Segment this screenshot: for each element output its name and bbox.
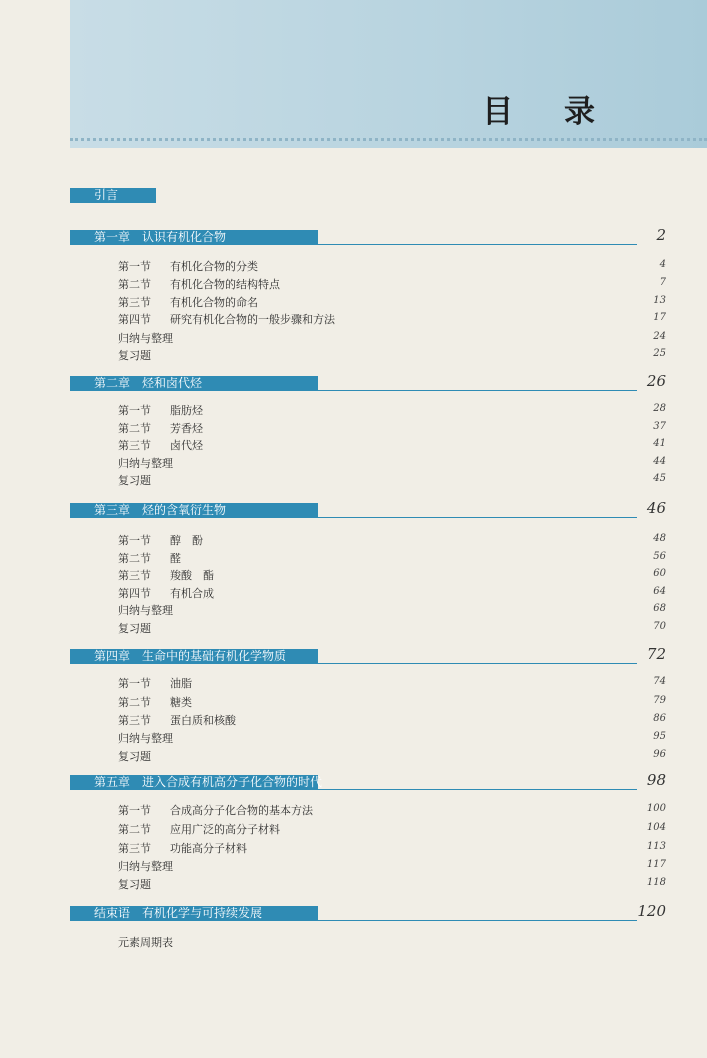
section-title: 糖类: [170, 696, 192, 709]
chapter-bar[interactable]: [70, 230, 318, 245]
toc-entry[interactable]: [118, 258, 258, 274]
toc-entry[interactable]: [118, 437, 203, 453]
chapter-page-number: 120: [637, 902, 666, 920]
toc-entry[interactable]: [118, 585, 214, 601]
chapter-bar[interactable]: [70, 503, 318, 518]
section-title: 应用广泛的高分子材料: [170, 823, 280, 836]
section-title: 油脂: [170, 677, 192, 690]
section-page-number: 44: [653, 456, 666, 467]
toc-entry[interactable]: [118, 402, 203, 418]
toc-entry[interactable]: [118, 420, 203, 436]
section-number: 第二节: [118, 552, 151, 565]
section-page-number: 100: [646, 803, 666, 814]
chapter-rule: [318, 517, 637, 518]
section-title: 复习题: [118, 878, 151, 891]
section-title: 有机化合物的命名: [170, 296, 258, 309]
chapter-label: 结束语 有机化学与可持续发展: [94, 906, 263, 920]
section-page-number: 17: [653, 312, 666, 323]
toc-entry[interactable]: [118, 694, 192, 710]
toc-entry[interactable]: [118, 712, 236, 728]
chapter-rule: [318, 390, 637, 391]
toc-entry[interactable]: [118, 876, 151, 892]
section-page-number: 104: [646, 822, 666, 833]
section-title: 有机合成: [170, 587, 214, 600]
chapter-label: 第三章 烃的含氧衍生物: [94, 503, 227, 517]
section-title: 羧酸 酯: [170, 569, 214, 582]
section-title: 卤代烃: [170, 439, 203, 452]
chapter-page-number: 2: [656, 226, 666, 244]
chapter-bar[interactable]: [70, 775, 323, 790]
intro-label: 引言: [94, 188, 119, 202]
section-page-number: 60: [653, 568, 666, 579]
section-number: 第一节: [118, 677, 151, 690]
section-title: 脂肪烃: [170, 404, 203, 417]
section-page-number: 13: [653, 295, 666, 306]
section-page-number: 86: [653, 713, 666, 724]
chapter-label: 第四章 生命中的基础有机化学物质: [94, 649, 287, 663]
section-title: 复习题: [118, 750, 151, 763]
toc-entry[interactable]: [118, 821, 280, 837]
chapter-bar[interactable]: [70, 376, 318, 391]
toc-entry[interactable]: [118, 455, 173, 471]
section-number: 第四节: [118, 313, 151, 326]
toc-entry[interactable]: [118, 602, 173, 618]
section-title: 合成高分子化合物的基本方法: [170, 804, 313, 817]
section-title: 醇 酚: [170, 534, 203, 547]
section-title: 蛋白质和核酸: [170, 714, 236, 727]
section-page-number: 96: [653, 749, 666, 760]
section-page-number: 64: [653, 586, 666, 597]
section-page-number: 117: [646, 859, 666, 870]
toc-entry[interactable]: [118, 802, 313, 818]
section-number: 第三节: [118, 569, 151, 582]
section-number: 第四节: [118, 587, 151, 600]
section-number: 第三节: [118, 296, 151, 309]
section-page-number: 74: [653, 676, 666, 687]
section-number: 第一节: [118, 404, 151, 417]
section-page-number: 25: [653, 348, 666, 359]
toc-entry[interactable]: [118, 748, 151, 764]
section-number: 第三节: [118, 714, 151, 727]
toc-entry[interactable]: [118, 858, 173, 874]
chapter-page-number: 46: [646, 499, 666, 517]
chapter-rule: [318, 663, 637, 664]
section-page-number: 68: [653, 603, 666, 614]
section-page-number: 7: [659, 277, 666, 288]
section-title: 芳香烃: [170, 422, 203, 435]
section-title: 归纳与整理: [118, 332, 173, 345]
section-page-number: 48: [653, 533, 666, 544]
section-number: 第二节: [118, 278, 151, 291]
section-page-number: 118: [646, 877, 666, 888]
chapter-page-number: 98: [646, 771, 666, 789]
toc-entry[interactable]: [118, 276, 280, 292]
chapter-rule: [318, 920, 637, 921]
section-number: 第二节: [118, 422, 151, 435]
section-number: 第一节: [118, 534, 151, 547]
section-number: 第三节: [118, 842, 151, 855]
chapter-label: 第一章 认识有机化合物: [94, 230, 227, 244]
section-page-number: 113: [646, 841, 666, 852]
section-number: 第一节: [118, 260, 151, 273]
section-title: 归纳与整理: [118, 860, 173, 873]
section-page-number: 4: [659, 259, 666, 270]
chapter-bar[interactable]: [70, 649, 318, 664]
intro-bar[interactable]: [70, 188, 156, 203]
toc-entry[interactable]: [118, 532, 203, 548]
section-number: 第二节: [118, 696, 151, 709]
toc-entry[interactable]: [118, 311, 335, 327]
toc-entry[interactable]: [118, 472, 151, 488]
section-title: 复习题: [118, 474, 151, 487]
toc-entry[interactable]: [118, 567, 214, 583]
section-title: 元素周期表: [118, 936, 173, 949]
chapter-label: 第二章 烃和卤代烃: [94, 376, 203, 390]
section-number: 第二节: [118, 823, 151, 836]
section-title: 研究有机化合物的一般步骤和方法: [170, 313, 335, 326]
page-title: 目 录: [482, 94, 615, 130]
toc-entry[interactable]: [118, 550, 181, 566]
section-page-number: 37: [653, 421, 666, 432]
chapter-page-number: 72: [646, 645, 666, 663]
section-title: 有机化合物的分类: [170, 260, 258, 273]
section-title: 醛: [170, 552, 181, 565]
section-page-number: 56: [653, 551, 666, 562]
section-number: 第一节: [118, 804, 151, 817]
section-page-number: 28: [653, 403, 666, 414]
chapter-rule: [318, 244, 637, 245]
section-title: 有机化合物的结构特点: [170, 278, 280, 291]
toc-entry[interactable]: [118, 347, 151, 363]
toc-entry[interactable]: [118, 934, 173, 950]
section-title: 功能高分子材料: [170, 842, 247, 855]
toc-entry[interactable]: [118, 675, 192, 691]
section-number: 第三节: [118, 439, 151, 452]
section-title: 复习题: [118, 622, 151, 635]
section-page-number: 70: [653, 621, 666, 632]
toc-entry[interactable]: [118, 620, 151, 636]
chapter-label: 第五章 进入合成有机高分子化合物的时代: [94, 775, 323, 789]
section-page-number: 41: [653, 438, 666, 449]
section-page-number: 24: [653, 331, 666, 342]
section-page-number: 95: [653, 731, 666, 742]
chapter-rule: [318, 789, 637, 790]
section-title: 归纳与整理: [118, 604, 173, 617]
section-page-number: 79: [653, 695, 666, 706]
toc-entry[interactable]: [118, 330, 173, 346]
toc-entry[interactable]: [118, 730, 173, 746]
chapter-page-number: 26: [646, 372, 666, 390]
section-title: 归纳与整理: [118, 732, 173, 745]
chapter-bar[interactable]: [70, 906, 318, 921]
section-title: 复习题: [118, 349, 151, 362]
section-page-number: 45: [653, 473, 666, 484]
toc-entry[interactable]: [118, 294, 258, 310]
toc-entry[interactable]: [118, 840, 247, 856]
section-title: 归纳与整理: [118, 457, 173, 470]
